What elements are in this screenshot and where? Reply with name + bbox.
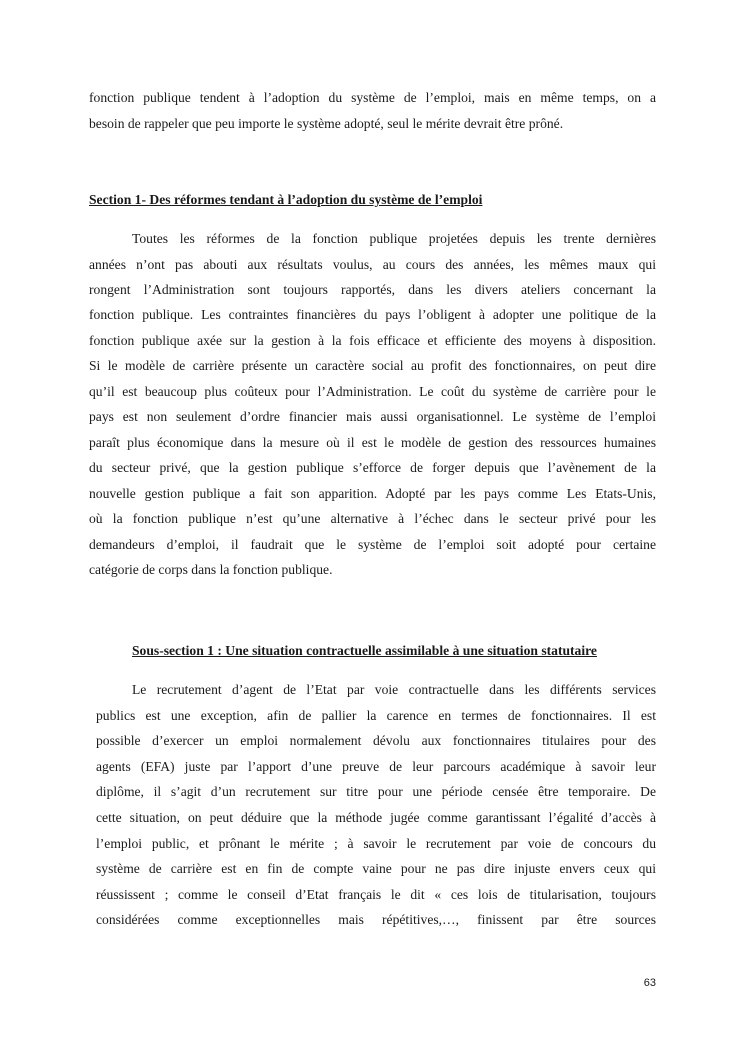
subsection-paragraph-line: cette situation, on peut déduire que la méthode jugée comme garantissant l’égalité d’accès à [96,810,656,825]
subsection-paragraph-line: Le recrutement d’agent de l’Etat par voie contractuelle dans les différents services [132,682,656,697]
section-paragraph-line: rongent l’Administration sont toujours rapportés, dans les divers ateliers concernant la [89,282,656,297]
section-paragraph-line: du secteur privé, que la gestion publique s’efforce de forger depuis que l’avènement de la [89,460,656,475]
subsection-paragraph-line: réussissent ; comme le conseil d’Etat français le dit « ces lois de titularisation, toujours [96,887,656,902]
section-paragraph-line: qu’il est beaucoup plus coûteux pour l’Administration. Le coût du système de carrière pour le [89,384,656,399]
subsection-paragraph-line: possible d’exercer un emploi normalement dévolu aux fonctionnaires titulaires pour des [96,733,656,748]
subsection-paragraph-line: diplôme, il s’agit d’un recrutement sur titre pour une période censée être temporaire. De [96,784,656,799]
section-heading: Section 1- Des réformes tendant à l’adoption du système de l’emploi [89,192,483,207]
page-number: 63 [643,977,656,989]
section-paragraph-line: Si le modèle de carrière présente un caractère social au profit des fonctionnaires, on peut dire [89,358,656,373]
subsection-paragraph-line: système de carrière est en fin de compte vaine pour ne pas dire injuste envers ceux qui [96,861,656,876]
section-paragraph-line: demandeurs d’emploi, il faudrait que le système de l’emploi soit adopté pour certaine [89,537,656,552]
subsection-paragraph-line: l’emploi public, et prônant le mérite ; à savoir le recrutement par voie de concours du [96,836,656,851]
section-paragraph-line: fonction publique axée sur la gestion à la fois efficace et efficiente des moyens à disposition. [89,333,656,348]
subsection-paragraph-line: considérées comme exceptionnelles mais répétitives,…, finissent par être sources [96,912,656,927]
section-paragraph-line: fonction publique. Les contraintes financières du pays l’obligent à adopter une politique de la [89,307,656,322]
section-paragraph-line: années n’ont pas abouti aux résultats voulus, au cours des années, les mêmes maux qui [89,257,656,272]
subsection-paragraph-line: publics est une exception, afin de pallier la carence en termes de fonctionnaires. Il est [96,708,656,723]
intro-line: fonction publique tendent à l’adoption du système de l’emploi, mais en même temps, on a [89,90,656,105]
subsection-paragraph-line: agents (EFA) juste par l’apport d’une preuve de leur parcours académique à savoir leur [96,759,656,774]
section-paragraph-line: nouvelle gestion publique a fait son apparition. Adopté par les pays comme Les Etats-Unis, [89,486,656,501]
section-paragraph-line: Toutes les réformes de la fonction publique projetées depuis les trente dernières [132,231,656,246]
section-paragraph-line: pays est non seulement d’ordre financier mais aussi organisationnel. Le système de l’emploi [89,409,656,424]
section-paragraph-line: où la fonction publique n’est qu’une alternative à l’échec dans le secteur privé pour les [89,511,656,526]
section-paragraph-line: catégorie de corps dans la fonction publique. [89,562,333,577]
intro-line: besoin de rappeler que peu importe le système adopté, seul le mérite devrait être prôné. [89,116,564,131]
subsection-heading: Sous-section 1 : Une situation contractuelle assimilable à une situation statutaire [132,643,597,658]
section-paragraph-line: paraît plus économique dans la mesure où il est le modèle de gestion des ressources humaines [89,435,656,450]
